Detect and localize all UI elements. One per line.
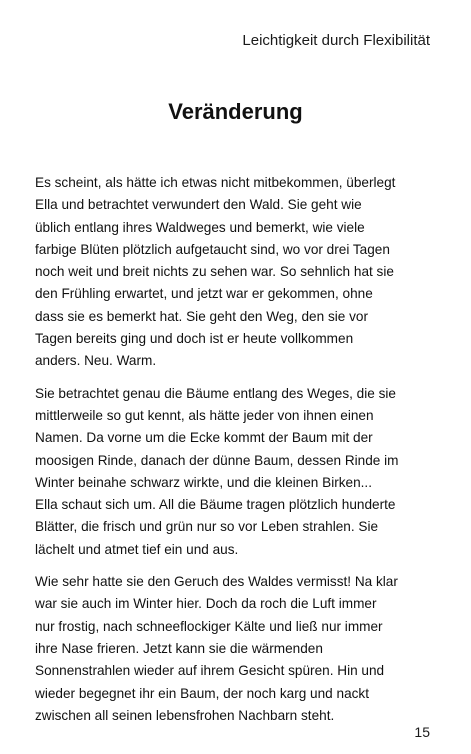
text-line: den Frühling erwartet, und jetzt war er gekommen, ohne	[35, 286, 373, 302]
text-line: farbige Blüten plötzlich aufgetaucht sind, wo vor drei Tagen	[35, 241, 390, 257]
text-line: Winter beinahe schwarz wirkte, und die kleinen Birken...	[35, 474, 372, 490]
text-line: nur frostig, nach schneeflockiger Kälte und ließ nur immer	[35, 618, 383, 634]
paragraph-3	[35, 571, 439, 727]
text-line: zwischen all seinen lebensfrohen Nachbarn steht.	[35, 707, 335, 723]
text-line: Wie sehr hatte sie den Geruch des Waldes vermisst! Na klar	[35, 574, 398, 590]
text-line: dass sie es bemerkt hat. Sie geht den Weg, den sie vor	[35, 308, 368, 324]
text-line: Es scheint, als hätte ich etwas nicht mitbekommen, überlegt	[35, 175, 396, 190]
text-line: lächelt und atmet tief ein und aus.	[35, 541, 239, 557]
text-line: mittlerweile so gut kennt, als hätte jeder von ihnen einen	[35, 407, 374, 423]
text-line: noch weit und breit nichts zu sehen war. So sehnlich hat sie	[35, 264, 394, 280]
text-line: war sie auch im Winter hier. Doch da roch die Luft immer	[35, 596, 377, 612]
text-line: Namen. Da vorne um die Ecke kommt der Baum mit der	[35, 430, 373, 446]
text-line: wieder begegnet ihr ein Baum, der noch karg und nackt	[35, 685, 370, 701]
text-line: moosigen Rinde, danach der dünne Baum, dessen Rinde im	[35, 452, 399, 468]
text-line: anders. Neu. Warm.	[35, 353, 157, 369]
text-line: Sie betrachtet genau die Bäume entlang des Weges, die sie	[35, 385, 396, 401]
running-header: Leichtigkeit durch Flexibilität	[242, 32, 430, 49]
text-line: Sonnenstrahlen wieder auf ihrem Gesicht spüren. Hin und	[35, 663, 385, 679]
page-number: 15	[414, 724, 430, 740]
text-line: Blätter, die frisch und grün nur so vor Leben strahlen. Sie	[35, 519, 379, 535]
paragraph-2	[35, 383, 439, 561]
text-line: Ella schaut sich um. All die Bäume tragen plötzlich hunderte	[35, 497, 396, 513]
paragraph-1	[35, 172, 439, 373]
text-line: Ella und betrachtet verwundert den Wald. Sie geht wie	[35, 197, 362, 213]
text-line: üblich entlang ihres Waldweges und bemerkt, wie viele	[35, 219, 365, 235]
body-text	[35, 172, 439, 737]
text-line: Tagen bereits ging und doch ist er heute vollkommen	[35, 331, 354, 347]
chapter-title: Veränderung	[168, 99, 303, 124]
text-line: ihre Nase frieren. Jetzt kann sie die wärmenden	[35, 640, 323, 656]
